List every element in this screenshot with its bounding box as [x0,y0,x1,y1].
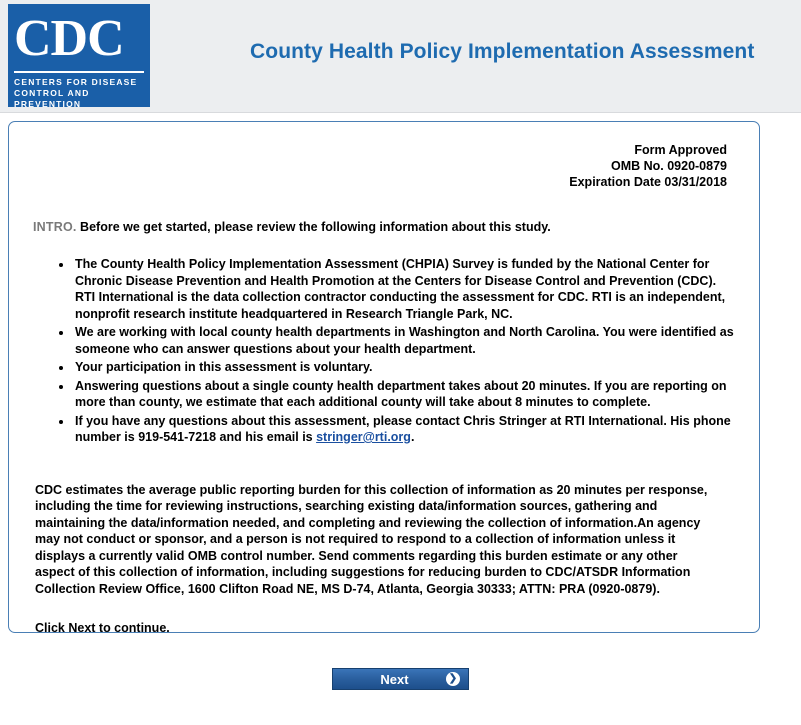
bullet-text: We are working with local county health departments in Washington and North Carolina. You were identified as someone who can answer questions about your health department. [75,325,734,356]
list-item [73,378,737,411]
bullet-text: The County Health Policy Implementation Assessment (CHPIA) Survey is funded by the National Center for Chronic Disease Prevention and Health Promotion at the Centers for Disease Control and Prevention (CDC). RTI International is the data collection contractor conducting the assessment for CDC. RTI is an independent, nonprofit research institute headquartered in Research Triangle Park, NC. [75,257,726,321]
intro-heading [33,220,737,234]
bullet-text-after: . [410,430,415,444]
list-item [73,256,737,322]
cdc-logo-tagline-line2: CONTROL AND PREVENTION [14,88,90,109]
page-header [0,0,801,113]
page-title: County Health Policy Implementation Assessment [250,40,755,63]
intro-bullet-list [31,256,737,446]
footer-actions [0,668,801,690]
cdc-logo-rule [14,71,144,73]
list-item [73,359,737,376]
survey-panel [8,121,760,633]
omb-approval-block [31,142,727,190]
next-button[interactable] [332,668,469,690]
bullet-text: Your participation in this assessment is voluntary. [75,360,373,374]
cdc-logo [8,4,150,107]
cdc-logo-tagline-line1: CENTERS FOR DISEASE [14,77,138,87]
bullet-text: If you have any questions about this assessment, please contact Chris Stringer at RTI International. His phone number is 919-541-7218 and his email is [75,413,731,444]
intro-label: INTRO. [33,220,77,234]
omb-form-approved: Form Approved [634,143,727,157]
omb-expiration-date: Expiration Date 03/31/2018 [569,175,727,189]
click-next-instruction: Click Next to continue. [35,621,170,635]
burden-statement: CDC estimates the average public reporting burden for this collection of information as 20 minutes per response, including the time for reviewing instructions, searching existing data/information sources, gathering and maintaining the data/information needed, and completing and reviewing the collection of information.An agency may not conduct or sponsor, and a person is not required to respond to a collection of information unless it displays a currently valid OMB control number. Send comments regarding this burden estimate or any other aspect of this collection of information, including suggestions for reducing burden to CDC/ATSDR Information Collection Review Office, 1600 Clifton Road NE, MS D-74, Atlanta, Georgia 30333; ATTN: PRA (0920-0879). [35,482,708,596]
bullet-text: Answering questions about a single county health department takes about 20 minutes. If you are reporting on more than county, we estimate that each additional county will take about 8 minutes to complete. [75,378,727,409]
list-item [73,324,737,357]
cdc-logo-wordmark: CDC [14,10,124,67]
list-item [73,413,737,446]
omb-number: OMB No. 0920-0879 [610,159,727,173]
arrow-right-icon: ❯ [446,672,460,686]
intro-text: Before we get started, please review the following information about this study. [80,220,551,234]
next-button-label: Next [380,672,409,687]
contact-email-link[interactable]: stringer@rti.org [316,430,411,444]
